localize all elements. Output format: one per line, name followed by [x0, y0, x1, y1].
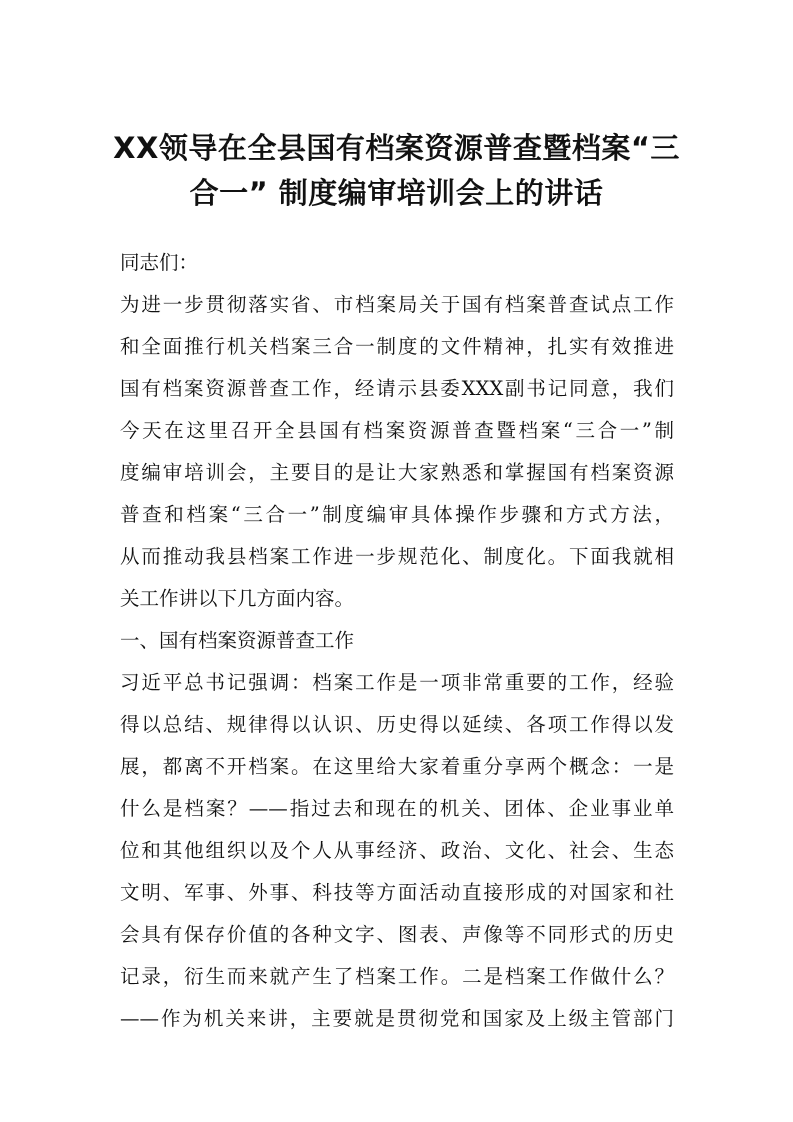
- body-line: 文明、军事、外事、科技等方面活动直接形成的对国家和社: [120, 881, 674, 904]
- body-line: 展，都离不开档案。在这里给大家着重分享两个概念：一是: [120, 755, 674, 778]
- salutation: 同志们：: [120, 251, 199, 274]
- body-line: 习近平总书记强调：档案工作是一项非常重要的工作，经验: [120, 671, 674, 694]
- title-line-2: 合一” 制度编审培训会上的讲话: [189, 176, 604, 210]
- section-heading: 一、国有档案资源普查工作: [120, 629, 355, 652]
- body-line: 得以总结、规律得以认识、历史得以延续、各项工作得以发: [120, 713, 674, 736]
- body-line: 国有档案资源普查工作，经请示县委XXX副书记同意，我们: [120, 377, 674, 400]
- body-line: 关工作讲以下几方面内容。: [120, 587, 355, 610]
- body-line: 和全面推行机关档案三合一制度的文件精神，扎实有效推进: [120, 335, 674, 358]
- body-line: 什么是档案？——指过去和现在的机关、团体、企业事业单: [120, 797, 674, 820]
- body-line: 普查和档案“三合一”制度编审具体操作步骤和方式方法，: [120, 503, 674, 526]
- body-line: 记录，衍生而来就产生了档案工作。二是档案工作做什么？: [120, 965, 674, 988]
- body-line: 位和其他组织以及个人从事经济、政治、文化、社会、生态: [120, 839, 674, 862]
- body-line: ——作为机关来讲，主要就是贯彻党和国家及上级主管部门: [120, 1007, 674, 1030]
- title-line-1: XX领导在全县国有档案资源普查暨档案“三: [113, 131, 680, 165]
- body-line: 为进一步贯彻落实省、市档案局关于国有档案普查试点工作: [120, 293, 674, 316]
- body-line: 从而推动我县档案工作进一步规范化、制度化。下面我就相: [120, 545, 674, 568]
- body-line: 今天在这里召开全县国有档案资源普查暨档案“三合一”制: [120, 419, 674, 442]
- body-line: 度编审培训会，主要目的是让大家熟悉和掌握国有档案资源: [120, 461, 674, 484]
- body-line: 会具有保存价值的各种文字、图表、声像等不同形式的历史: [120, 923, 674, 946]
